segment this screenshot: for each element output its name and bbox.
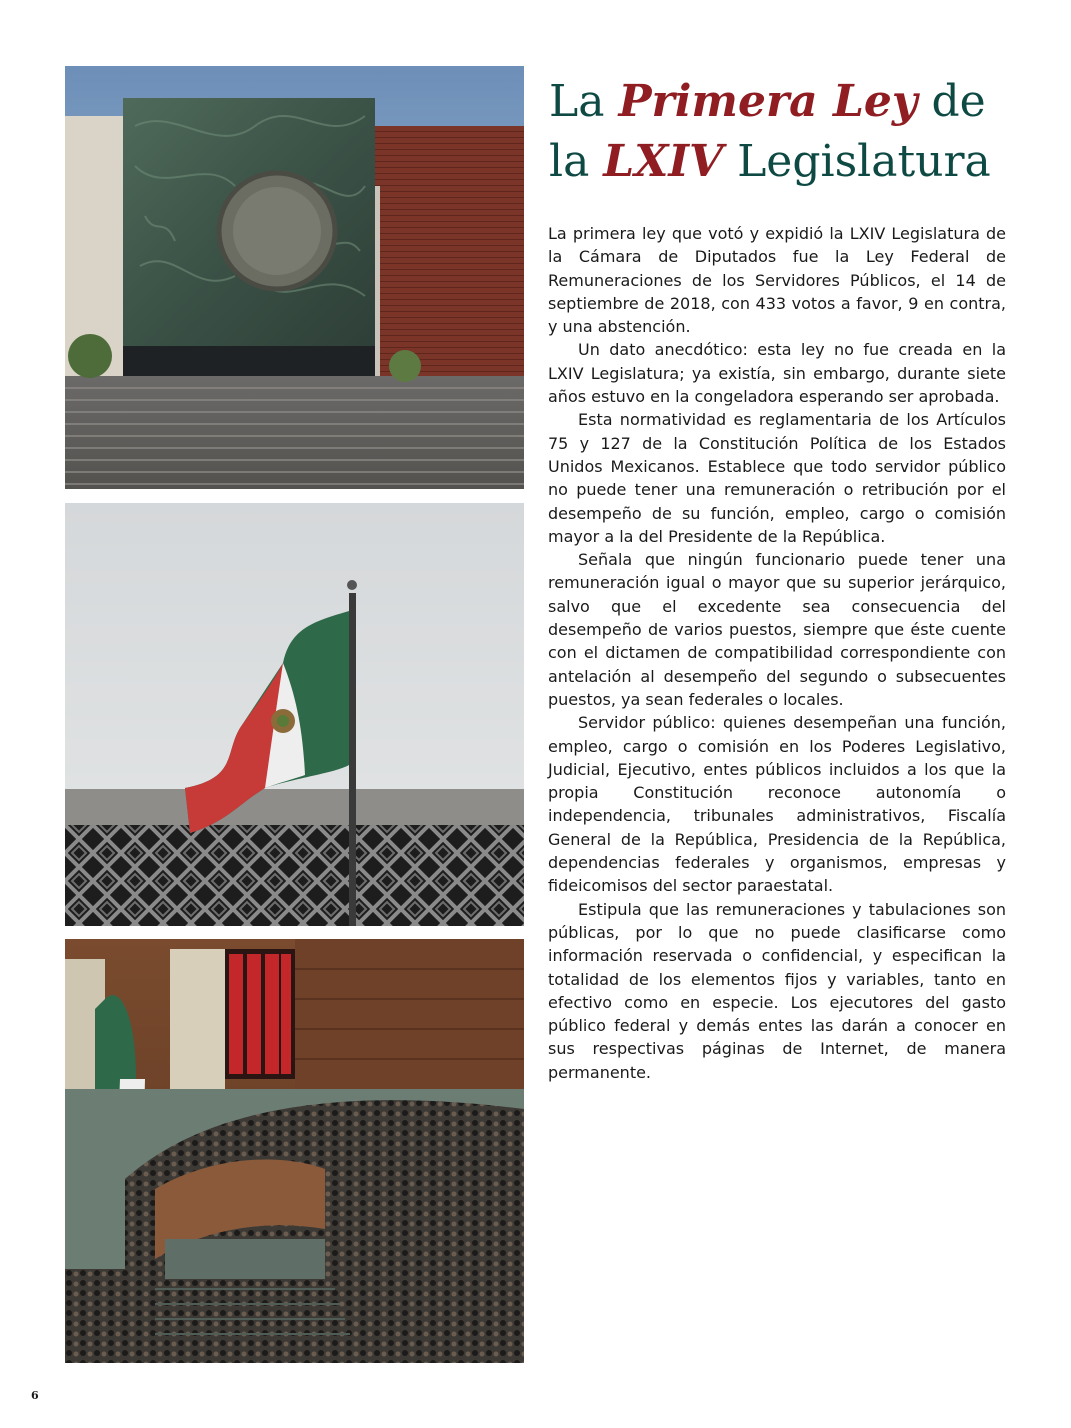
title-line-1: La Primera Ley de <box>549 76 986 127</box>
paragraph: Un dato anecdótico: esta ley no fue creada en la LXIV Legislatura; ya existía, sin embargo, durante siete años estuvo en la congeladora esperando ser aprobada. <box>548 340 1006 407</box>
mexican-flag-photo <box>65 503 524 926</box>
article-title <box>549 72 1049 192</box>
title-accent-lxiv: LXIV <box>603 136 724 187</box>
title-accent-primera-ley: Primera Ley <box>618 76 918 127</box>
paragraph: Esta normatividad es reglamentaria de los Artículos 75 y 127 de la Constitución Política de los Estados Unidos Mexicanos. Establece que todo servidor público no puede tener una remuneración o retribución por el desempeño de su función, empleo, cargo o comisión mayor a la del Presidente de la República. <box>548 410 1006 546</box>
page-number: 6 <box>31 1389 39 1402</box>
title-line-2: la LXIV Legislatura <box>549 136 991 187</box>
paragraph: Servidor público: quienes desempeñan una función, empleo, cargo o comisión en los Poderes Legislativo, Judicial, Ejecutivo, entes públicos incluidos a los que la propia Constitución reconoce autonomía o independencia, tribunales administrativos, Fiscalía General de la República, Presidencia de la República, dependencias federales y organismos, empresas y fideicomisos del sector paraestatal. <box>548 713 1006 896</box>
article-body <box>548 222 1006 1084</box>
building-facade-photo <box>65 66 524 489</box>
chamber-session-photo <box>65 939 524 1363</box>
paragraph: Señala que ningún funcionario puede tener una remuneración igual o mayor que su superior jerárquico, salvo que el excedente sea consecuencia del desempeño de varios puestos, siempre que éste cuente con el dictamen de compatibilidad correspondiente con antelación al desempeño del segundo o subsecuentes puestos, ya sean federales o locales. <box>548 550 1006 709</box>
paragraph: La primera ley que votó y expidió la LXIV Legislatura de la Cámara de Diputados fue la Ley Federal de Remuneraciones de los Servidores Públicos, el 14 de septiembre de 2018, con 433 votos a favor, 9 en contra, y una abstención. <box>548 224 1006 337</box>
paragraph: Estipula que las remuneraciones y tabulaciones son públicas, por lo que no puede clasificarse como información reservada o confidencial, y especifican la totalidad de los elementos fijos y variables, tanto en efectivo como en especie. Los ejecutores del gasto público federal y demás entes las darán a conocer en sus respectivas páginas de Internet, de manera permanente. <box>548 899 1006 1082</box>
